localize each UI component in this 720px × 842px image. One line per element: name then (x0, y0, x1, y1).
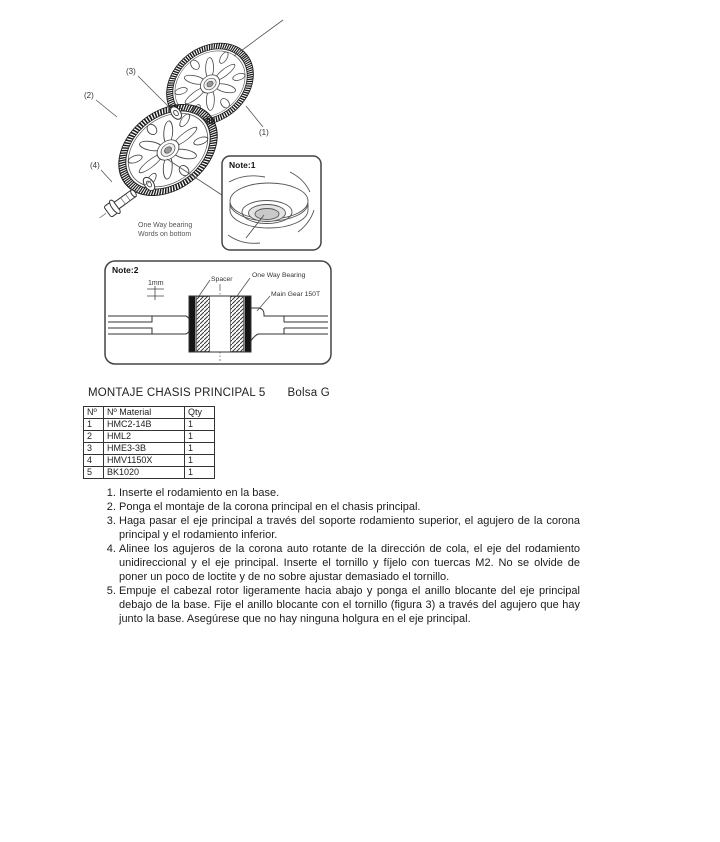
table-row (84, 455, 215, 467)
note1-label: Note:1 (229, 160, 256, 170)
hub-section (189, 296, 251, 352)
instruction-item: 2. Ponga el montaje de la corona principal en el chasis principal. (119, 500, 580, 514)
column-header: Nº Material (104, 407, 185, 419)
column-header: Qty (185, 407, 215, 419)
note2-cross-section-diagram (100, 256, 340, 370)
table-cell: 1 (84, 419, 104, 431)
instruction-item: 4. Alinee los agujeros de la corona auto rotante de la dirección de cola, el eje del rodamiento unidireccional y el eje principal. Inserte el tornillo y fíjelo con tuercas M2. No se olvide de poner un poco de loctite y de no sobre ajustar demasiado el tornillo. (119, 542, 580, 584)
column-header: Nº (84, 407, 104, 419)
instruction-item: 5. Empuje el cabezal rotor ligeramente hacia abajo y ponga el anillo blocante del eje principal debajo de la base. Fije el anillo blocante con el tornillo (figura 3) a través del agujero que hay junto la base. Asegúrese que no hay ninguna holgura en el eje principal. (119, 584, 580, 626)
table-cell: 1 (185, 443, 215, 455)
callout-4: (4) (90, 161, 100, 170)
instructions-list (100, 486, 580, 626)
instruction-item: 3. Haga pasar el eje principal a través del soporte rodamiento superior, el agujero de la corona principal y el rodamiento inferior. (119, 514, 580, 542)
exploded-view-diagram (55, 5, 345, 260)
one-way-bearing-label: One Way Bearing (252, 272, 306, 279)
table-row (84, 419, 215, 431)
instruction-item: 1. Inserte el rodamiento en la base. (119, 486, 580, 500)
table-cell: 1 (185, 455, 215, 467)
parts-table (83, 406, 215, 479)
bag-label: Bolsa G (287, 387, 330, 399)
note2-label: Note:2 (112, 265, 139, 275)
table-cell: 4 (84, 455, 104, 467)
table-row (84, 467, 215, 479)
table-cell: HMC2-14B (104, 419, 185, 431)
spacer-label: Spacer (211, 276, 233, 283)
table-cell: BK1020 (104, 467, 185, 479)
table-cell: 2 (84, 431, 104, 443)
table-cell: 3 (84, 443, 104, 455)
table-cell: HML2 (104, 431, 185, 443)
callout-3: (3) (126, 67, 136, 76)
table-row (84, 431, 215, 443)
table-cell: 1 (185, 431, 215, 443)
section-title: MONTAJE CHASIS PRINCIPAL 5 (88, 387, 266, 399)
section-heading (88, 387, 330, 399)
table-row (84, 443, 215, 455)
dimension-label: 1mm (148, 280, 164, 287)
table-cell: HMV1150X (104, 455, 185, 467)
bearing-note-line1: One Way bearing (138, 222, 193, 229)
table-cell: HME3-3B (104, 443, 185, 455)
table-header-row (84, 407, 215, 419)
bearing-note-line2: Words on bottom (138, 231, 192, 238)
callout-1: (1) (259, 128, 269, 137)
table-cell: 1 (185, 467, 215, 479)
note1-box (222, 156, 321, 250)
table-cell: 5 (84, 467, 104, 479)
table-cell: 1 (185, 419, 215, 431)
callout-2: (2) (84, 91, 94, 100)
main-gear-label: Main Gear 150T (271, 291, 321, 298)
